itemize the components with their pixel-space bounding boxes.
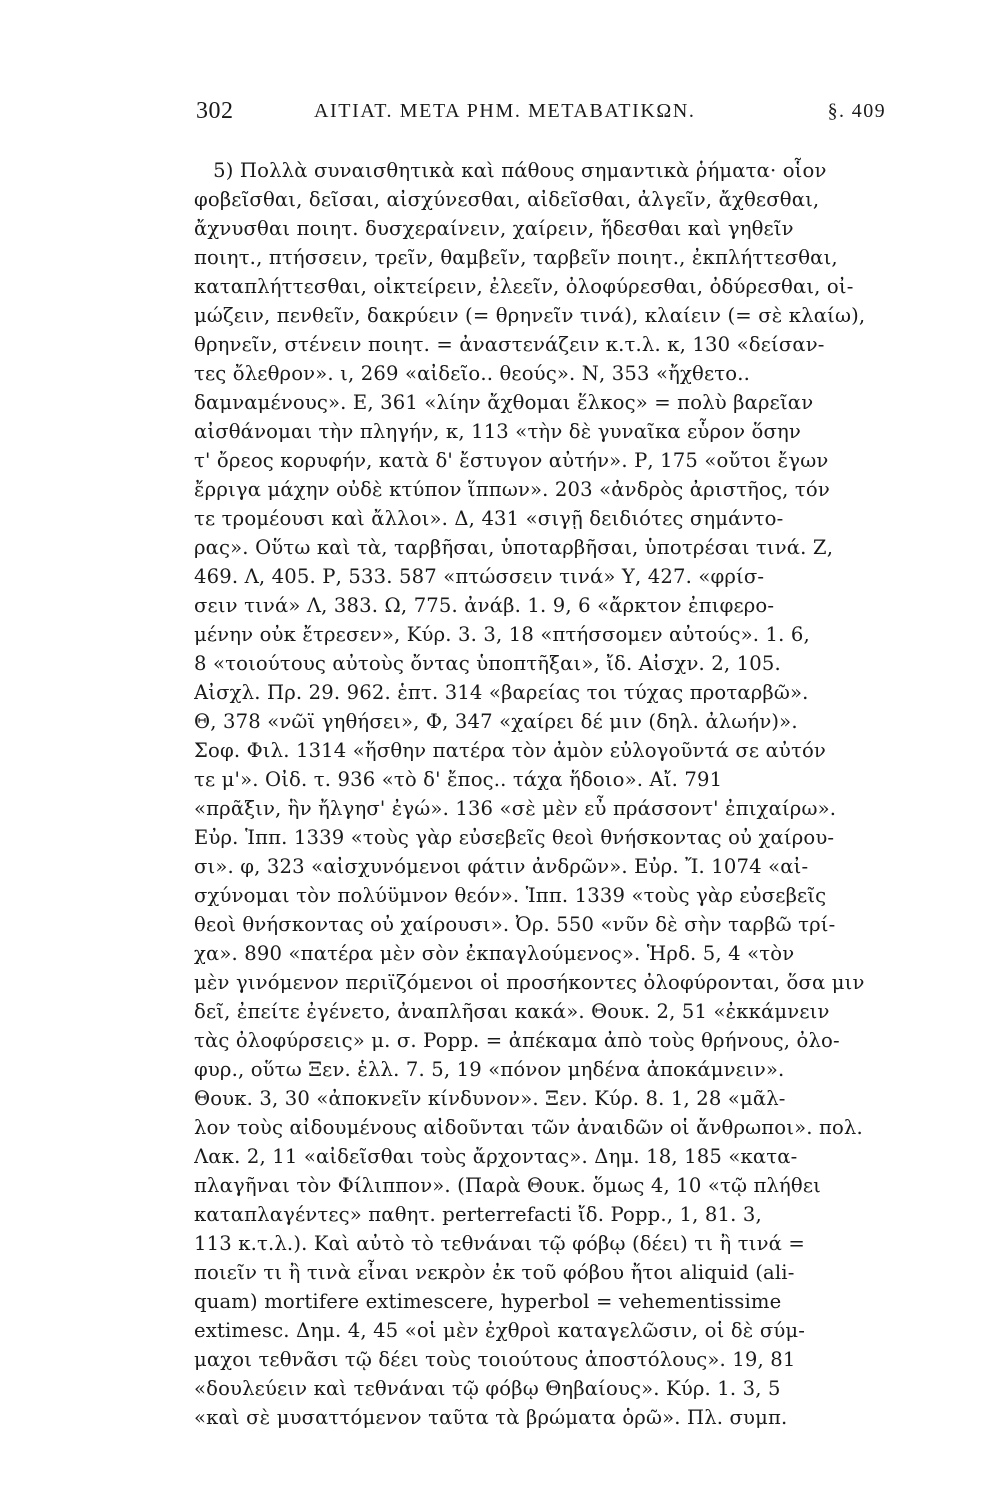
text-line: μώζειν, πενθεῖν, δακρύειν (= θρηνεῖν τινά), κλαίειν (= σὲ κλαίω), xyxy=(194,304,866,327)
text-line: λον τοὺς αἰδουμένους αἰδοῦνται τῶν ἀναιδῶν οἱ ἄνθρωποι». πολ. xyxy=(194,1116,863,1139)
text-line: θρηνεῖν, στένειν ποιητ. = ἀναστενάζειν κ.τ.λ. κ, 130 «δείσαν- xyxy=(194,333,825,356)
text-line: δαμναμένους». Ε, 361 «λίην ἄχθομαι ἕλκος» = πολὺ βαρεῖαν xyxy=(194,391,814,414)
text-line: τε μ'». Οἰδ. τ. 936 «τὸ δ' ἔπος.. τάχα ἥδοιο». Αἴ. 791 xyxy=(194,768,723,791)
text-line: τε τρομέουσι καὶ ἄλλοι». Δ, 431 «σιγῇ δειδιότες σημάντο- xyxy=(194,507,784,530)
text-line: «πρᾶξιν, ἣν ἤλγησ' ἐγώ». 136 «σὲ μὲν εὖ πράσσοντ' ἐπιχαίρω». xyxy=(194,797,837,820)
text-line: μαχοι τεθνᾶσι τῷ δέει τοὺς τοιούτους ἀποστόλους». 19, 81 xyxy=(194,1348,796,1371)
text-line: extimesc. Δημ. 4, 45 «οἱ μὲν ἐχθροὶ καταγελῶσιν, οἱ δὲ σύμ- xyxy=(194,1319,806,1342)
text-line: καταπλήττεσθαι, οἰκτείρειν, ἐλεεῖν, ὀλοφύρεσθαι, ὀδύρεσθαι, οἰ- xyxy=(194,275,854,298)
text-line: «δουλεύειν καὶ τεθνάναι τῷ φόβῳ Θηβαίους». Κύρ. 1. 3, 5 xyxy=(194,1377,781,1400)
text-line: ρας». Οὕτω καὶ τὰ, ταρβῆσαι, ὑποταρβῆσαι, ὑποτρέσαι τινά. Ζ, xyxy=(194,536,834,559)
text-line: μὲν γινόμενον περιϊζόμενοι οἱ προσήκοντες ὀλοφύρονται, ὅσα μιν xyxy=(194,971,865,994)
text-line: 8 «τοιούτους αὐτοὺς ὄντας ὑποπτῆξαι», ἴδ. Αἰσχν. 2, 105. xyxy=(194,652,781,675)
text-line: Θουκ. 3, 30 «ἀποκνεῖν κίνδυνον». Ξεν. Κύρ. 8. 1, 28 «μᾶλ- xyxy=(194,1087,786,1110)
running-title: ΑΙΤΙΑΤ. ΜΕΤΑ ΡΗΜ. ΜΕΤΑΒΑΤΙΚΩΝ. xyxy=(314,100,696,122)
body-text xyxy=(194,156,880,1461)
text-line: φυρ., οὕτω Ξεν. ἑλλ. 7. 5, 19 «πόνον μηδένα ἀποκάμνειν». xyxy=(194,1058,785,1081)
section-number: §. 409 xyxy=(827,100,886,122)
text-line: ἄχνυσθαι ποιητ. δυσχεραίνειν, χαίρειν, ἥδεσθαι καὶ γηθεῖν xyxy=(194,217,794,240)
text-line: χα». 890 «πατέρα μὲν σὸν ἐκπαγλούμενος». Ἡρδ. 5, 4 «τὸν xyxy=(194,942,795,965)
text-line: 5) Πολλὰ συναισθητικὰ καὶ πάθους σημαντικὰ ῥήματα· οἷον xyxy=(194,159,827,182)
text-line: τ' ὄρεος κορυφήν, κατὰ δ' ἔστυγον αὐτήν». Ρ, 175 «οὔτοι ἔγων xyxy=(194,449,829,472)
text-line: θεοὶ θνήσκοντας οὐ χαίρουσι». Ὀρ. 550 «νῦν δὲ σὴν ταρβῶ τρί- xyxy=(194,913,836,936)
text-line: φοβεῖσθαι, δεῖσαι, αἰσχύνεσθαι, αἰδεῖσθαι, ἀλγεῖν, ἄχθεσθαι, xyxy=(194,188,820,211)
page-number: 302 xyxy=(196,98,234,124)
text-line xyxy=(194,1432,880,1461)
text-line: τὰς ὀλοφύρσεις» μ. σ. Popp. = ἀπέκαμα ἀπὸ τοὺς θρήνους, ὀλο- xyxy=(194,1029,840,1052)
text-line: ἔρριγα μάχην οὐδὲ κτύπον ἵππων». 203 «ἀνδρὸς ἀριστῆος, τόν xyxy=(194,478,830,501)
text-line: Σοφ. Φιλ. 1314 «ἥσθην πατέρα τὸν ἀμὸν εὐλογοῦντά σε αὐτόν xyxy=(194,739,826,762)
text-line: τες ὄλεθρον». ι, 269 «αἰδεῖο.. θεούς». Ν, 353 «ἤχθετο.. xyxy=(194,362,750,385)
text-line: σειν τινά» Λ, 383. Ω, 775. ἀνάβ. 1. 9, 6 «ἄρκτον ἐπιφερο- xyxy=(194,594,775,617)
text-line: quam) mortifere extimescere, hyperbol = vehementissime xyxy=(194,1290,782,1313)
text-line: «καὶ σὲ μυσαττόμενον ταῦτα τὰ βρώματα ὁρῶ». Πλ. συμπ. xyxy=(194,1406,788,1429)
text-line: μένην οὐκ ἔτρεσεν», Κύρ. 3. 3, 18 «πτήσσομεν αὐτούς». 1. 6, xyxy=(194,623,810,646)
text-line: 113 κ.τ.λ.). Καὶ αὐτὸ τὸ τεθνάναι τῷ φόβῳ (δέει) τι ἢ τινά = xyxy=(194,1232,805,1255)
text-line: ποιητ., πτήσσειν, τρεῖν, θαμβεῖν, ταρβεῖν ποιητ., ἐκπλήττεσθαι, xyxy=(194,246,838,269)
text-line: καταπλαγέντες» παθητ. perterrefacti ἴδ. Popp., 1, 81. 3, xyxy=(194,1203,762,1226)
text-line: Θ, 378 «νῶϊ γηθήσει», Φ, 347 «χαίρει δέ μιν (δηλ. ἀλωήν)». xyxy=(194,710,798,733)
text-line: πλαγῆναι τὸν Φίλιππον». (Παρὰ Θουκ. ὅμως 4, 10 «τῷ πλήθει xyxy=(194,1174,822,1197)
text-line: σχύνομαι τὸν πολύϋμνον θεόν». Ἱππ. 1339 «τοὺς γὰρ εὐσεβεῖς xyxy=(194,884,827,907)
text-line: Αἰσχλ. Πρ. 29. 962. ἑπτ. 314 «βαρείας τοι τύχας προταρβῶ». xyxy=(194,681,809,704)
text-line: Εὐρ. Ἱππ. 1339 «τοὺς γὰρ εὐσεβεῖς θεοὶ θνήσκοντας οὐ χαίρου- xyxy=(194,826,835,849)
running-head xyxy=(196,98,886,134)
text-line: Λακ. 2, 11 «αἰδεῖσθαι τοὺς ἄρχοντας». Δημ. 18, 185 «κατα- xyxy=(194,1145,798,1168)
text-line: ποιεῖν τι ἢ τινὰ εἶναι νεκρὸν ἐκ τοῦ φόβου ἤτοι aliquid (ali- xyxy=(194,1261,795,1284)
text-line: σι». φ, 323 «αἰσχυνόμενοι φάτιν ἀνδρῶν». Εὐρ. Ἴ. 1074 «αἰ- xyxy=(194,855,809,878)
text-line: δεῖ, ἐπείτε ἐγένετο, ἀναπλῆσαι κακά». Θουκ. 2, 51 «ἐκκάμνειν xyxy=(194,1000,830,1023)
text-line: αἰσθάνομαι τὴν πληγήν, κ, 113 «τὴν δὲ γυναῖκα εὗρον ὅσην xyxy=(194,420,801,443)
text-line: 469. Λ, 405. Ρ, 533. 587 «πτώσσειν τινά» Υ, 427. «φρίσ- xyxy=(194,565,765,588)
